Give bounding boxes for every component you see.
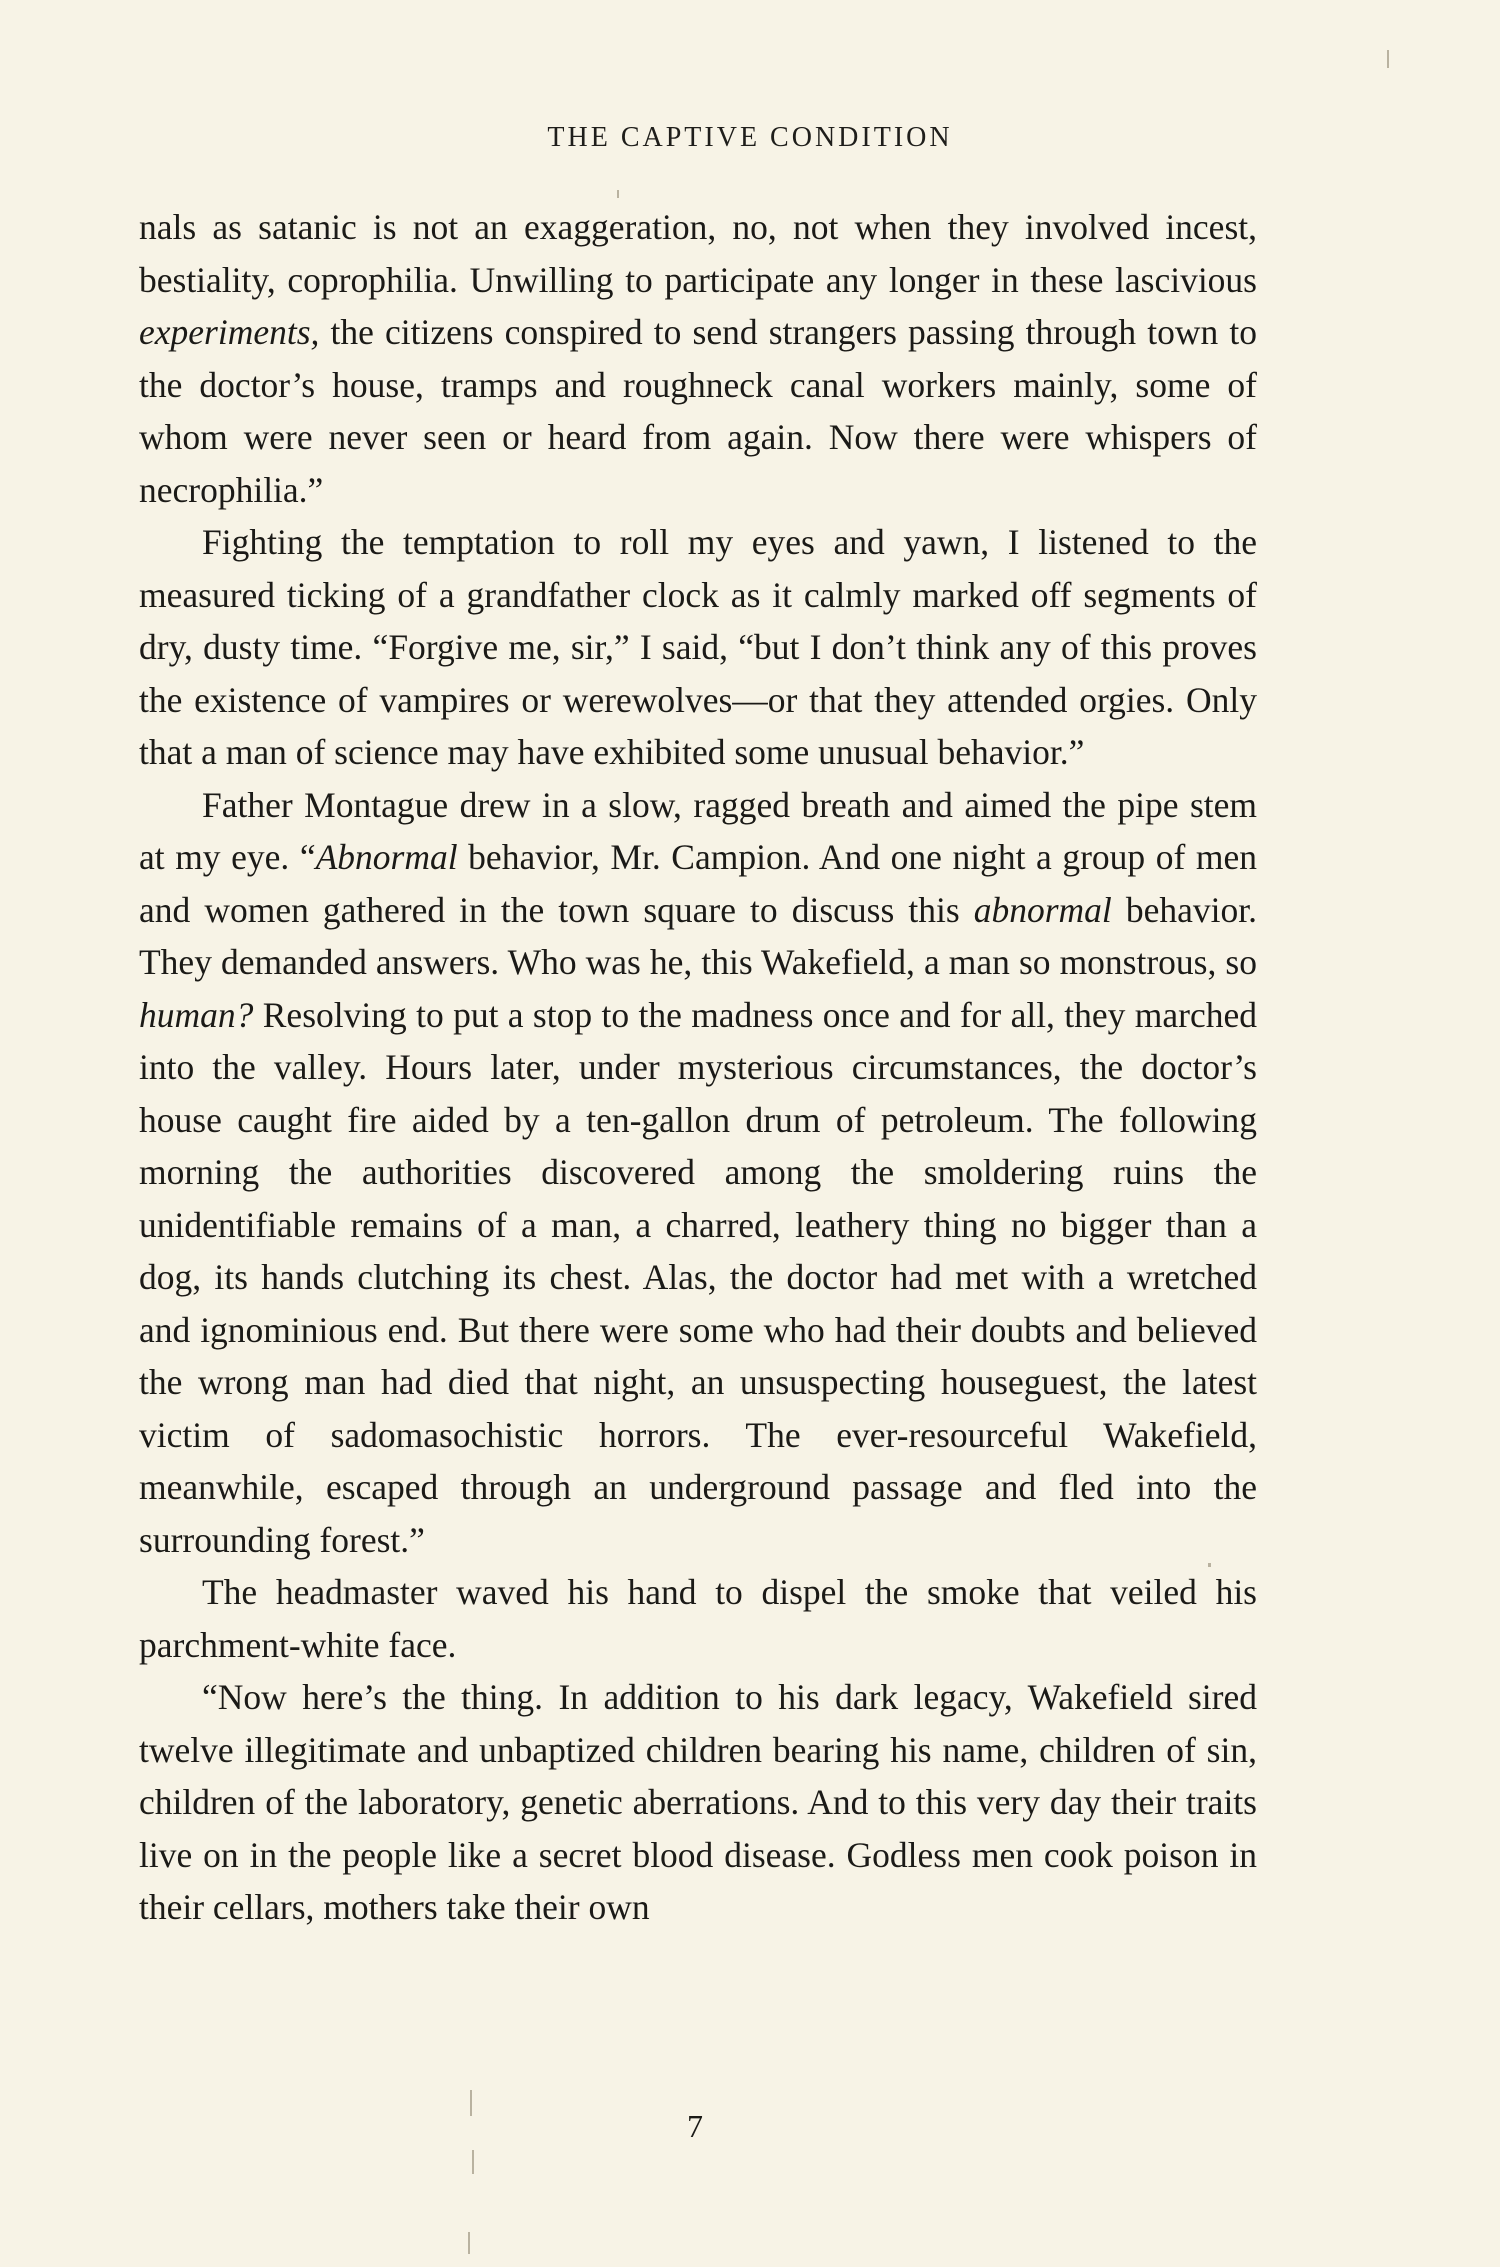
text-run: behavior, Mr. Campion. And one night a group of men and women gathered in the town square to discuss this [139, 837, 1258, 930]
italic-text: Abnormal [315, 837, 458, 877]
paragraph [139, 1671, 1257, 1934]
italic-text: human? [139, 994, 254, 1035]
italic-text: experiments, [139, 312, 320, 352]
text-run: Fighting the temptation to roll my eyes and yawn, I listened to the measured ticking of a grandfather clock as it calmly marked off segments of dry, dusty time. “Forgive me, sir,” I said, “but I don’t think any of this proves the existence of vampires or werewolves—or that they attended orgies. Only that a man of science may have exhibited some unusual behavior.” [139, 522, 1257, 772]
scan-mark [470, 2090, 472, 2116]
scan-mark [1387, 50, 1389, 68]
scan-mark [1208, 1563, 1211, 1567]
text-run: Father Montague drew in a slow, ragged breath and aimed the pipe stem at my eye. “ [139, 784, 1257, 877]
text-run: Resolving to put a stop to the madness once and for all, they marched into the valley. Hours later, under mysterious circumstances, the doctor’s house caught fire aided by a ten-gallon drum of petroleum. The following morning the authorities discovered among the smoldering ruins the unidentifiable remains of a man, a charred, leathery thing no bigger than a dog, its hands clutching its chest. Alas, the doctor had met with a wretched and ignominious end. But there were some who had their doubts and believed the wrong man had died that night, an unsuspecting houseguest, the latest victim of sadomasochistic horrors. The ever-resourceful Wakefield, meanwhile, escaped through an underground passage and fled into the surrounding forest.” [139, 994, 1257, 1560]
scan-mark [468, 2232, 470, 2254]
text-run: “Now here’s the thing. In addition to his dark legacy, Wakefield sired twelve illegitimate and unbaptized children bearing his name, children of sin, children of the laboratory, genetic aberrations. And to this very day their traits live on in the people like a secret blood disease. Godless men cook poison in their cellars, mothers take their own [139, 1677, 1257, 1927]
text-run: nals as satanic is not an exaggeration, no, not when they involved incest, bestiality, coprophilia. Unwilling to participate any longer in these lascivious [139, 207, 1257, 300]
paragraph [139, 516, 1257, 779]
text-run: the citizens conspired to send strangers passing through town to the doctor’s house, tramps and roughneck canal workers mainly, some of whom were never seen or heard from again. Now there were whispers of necrophilia.” [139, 312, 1257, 510]
paragraph [139, 1566, 1257, 1671]
running-head: THE CAPTIVE CONDITION [547, 122, 953, 153]
italic-text: abnormal [973, 889, 1112, 930]
paragraph [139, 779, 1257, 1567]
text-run: behavior. They demanded answers. Who was he, this Wakefield, a man so monstrous, so [139, 889, 1257, 982]
page-number: 7 [687, 2108, 703, 2144]
paragraph [139, 201, 1257, 516]
text-run: The headmaster waved his hand to dispel the smoke that veiled his parchment-white face. [139, 1572, 1257, 1665]
scan-mark [472, 2150, 474, 2174]
scan-mark [617, 190, 619, 198]
body-text [139, 201, 1257, 1934]
